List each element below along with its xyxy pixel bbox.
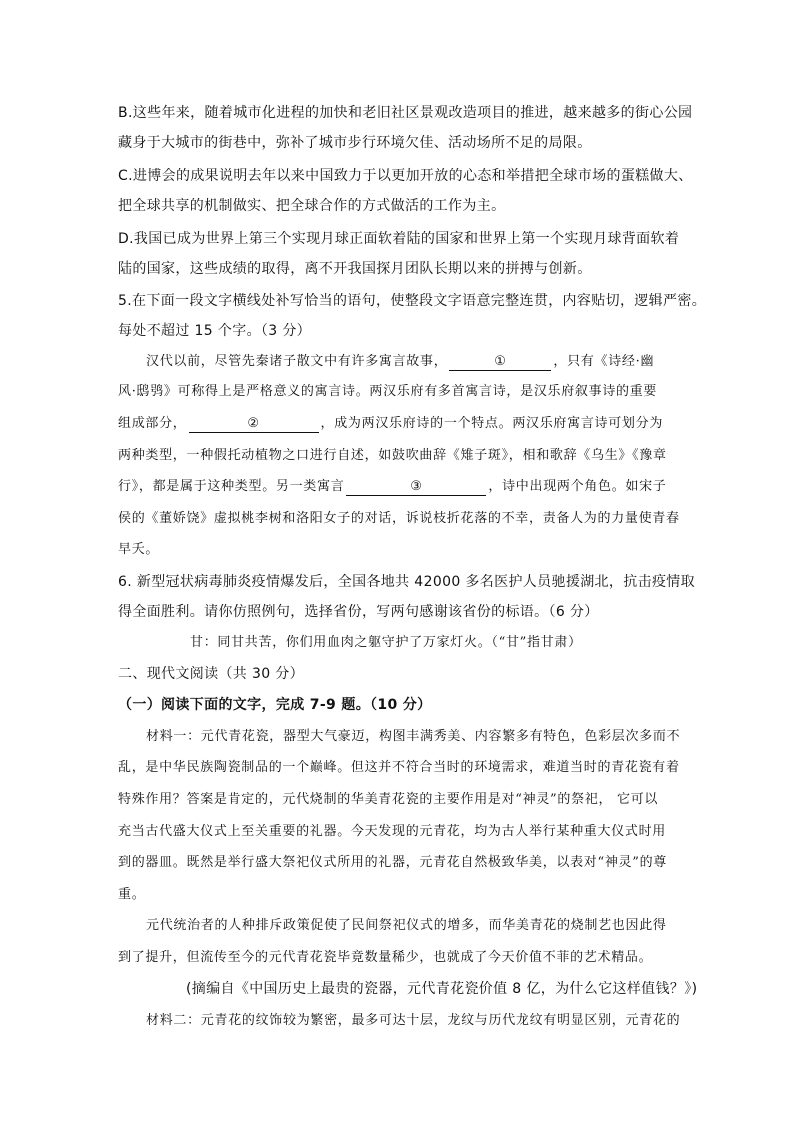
q5-passage-line1 (146, 352, 678, 372)
q5-blank-2: ② (189, 416, 319, 433)
q5-passage-text: 行》，都是属于这种类型。另一类寓言 (118, 479, 345, 494)
q4-option-c-line1: C.进博会的成果说明去年以来中国致力于以更加开放的心态和举措把全球市场的蛋糕做大、 (118, 168, 693, 184)
source-citation: (摘编自《中国历史上最贵的瓷器，元代青花瓷价值 8 亿，为什么它这样值钱？》) (186, 981, 698, 997)
q5-blank-3: ③ (346, 479, 486, 496)
q5-stem-line2: 每处不超过 15 个字。（3 分） (118, 323, 312, 339)
material2-line1: 材料二：元青花的纹饰较为繁密，最多可达十层，龙纹与历代龙纹有明显区别，元青花的 (146, 1013, 681, 1028)
subsection-heading: （一）阅读下面的文字，完成 7-9 题。（10 分） (118, 697, 432, 713)
material1-line4: 充当古代盛大仪式上至关重要的礼器。今天发现的元青花，均为古人举行某种重大仪式时用 (118, 824, 667, 839)
q6-example: 甘：同甘共苦，你们用血肉之躯守护了万家灯火。（“甘”指甘肃） (190, 635, 582, 650)
q5-blank-1: ① (449, 354, 551, 371)
q5-passage-text: 组成部分， (118, 416, 187, 431)
section-heading: 二、现代文阅读（共 30 分） (118, 666, 304, 682)
material1-line7: 元代统治者的人种排斥政策促使了民间祭祀仪式的增多，而华美青花的烧制艺也因此得 (146, 918, 667, 933)
q5-passage-line5 (118, 477, 678, 497)
q5-stem-line1: 5.在下面一段文字横线处补写恰当的语句，使整段文字语意完整连贯，内容贴切，逻辑严密。 (118, 293, 707, 309)
material1-line1: 材料一：元代青花瓷，器型大气豪迈，构图丰满秀美、内容繁多有特色，色彩层次多而不 (146, 729, 681, 744)
q4-option-b-line2: 藏身于大城市的街巷中，弥补了城市步行环境欠佳、活动场所不足的局限。 (118, 135, 592, 151)
q6-stem-line2: 得全面胜利。请你仿照例句，选择省份，写两句感谢该省份的标语。（6 分） (118, 604, 599, 620)
q5-passage-text: ，诗中出现两个角色。如宋子 (488, 479, 667, 494)
q5-passage-line7: 早夭。 (118, 542, 160, 557)
q5-passage-line4: 两种类型，一种假托动植物之口进行自述，如鼓吹曲辞《雉子斑》，相和歌辞《乌生》《豫章 (118, 448, 667, 463)
q6-stem-line1: 6. 新型冠状病毒肺炎疫情爆发后，全国各地共 42000 多名医护人员驰援湖北，抗击疫情取 (118, 574, 695, 590)
q5-passage-text: ，成为两汉乐府诗的一个特点。两汉乐府寓言诗可划分为 (320, 416, 664, 431)
material1-line8: 到了提升，但流传至今的元代青花瓷毕竟数量稀少，也就成了今天价值不菲的艺术精品。 (118, 950, 653, 965)
material1-line6: 重。 (118, 887, 146, 902)
q5-passage-line6: 侯的《董娇饶》虚拟桃李树和洛阳女子的对话，诉说枝折花落的不幸，责备人为的力量使青春 (118, 511, 680, 526)
q4-option-d-line2: 陆的国家，这些成绩的取得，离不开我国探月团队长期以来的拼搏与创新。 (118, 261, 592, 277)
q4-option-c-line2: 把全球共享的机制做实、把全球合作的方式做活的工作为主。 (118, 198, 506, 214)
q4-option-d-line1: D.我国已成为世界上第三个实现月球正面软着陆的国家和世界上第一个实现月球背面软着 (118, 231, 680, 247)
q5-passage-text: ，只有《诗经·幽 (553, 354, 655, 369)
q4-option-b-line1: B.这些年来，随着城市化进程的加快和老旧社区景观改造项目的推进，越来越多的街心公园 (118, 105, 693, 121)
material1-line3: 特殊作用？答案是肯定的，元代烧制的华美青花瓷的主要作用是对“神灵”的祭祀， 它可以 (118, 792, 659, 807)
material1-line2: 乱，是中华民族陶瓷制品的一个巅峰。但这并不符合当时的环境需求，难道当时的青花瓷有着 (118, 760, 680, 775)
q5-passage-text: 汉代以前，尽管先秦诸子散文中有许多寓言故事， (146, 354, 448, 369)
q5-passage-line2: 风·鸱鸮》可称得上是严格意义的寓言诗。两汉乐府有多首寓言诗，是汉乐府叙事诗的重要 (118, 384, 658, 399)
material1-line5: 到的器皿。既然是举行盛大祭祀仪式所用的礼器，元青花自然极致华美，以表对“神灵”的尊 (118, 855, 667, 870)
q5-passage-line3 (118, 414, 678, 434)
